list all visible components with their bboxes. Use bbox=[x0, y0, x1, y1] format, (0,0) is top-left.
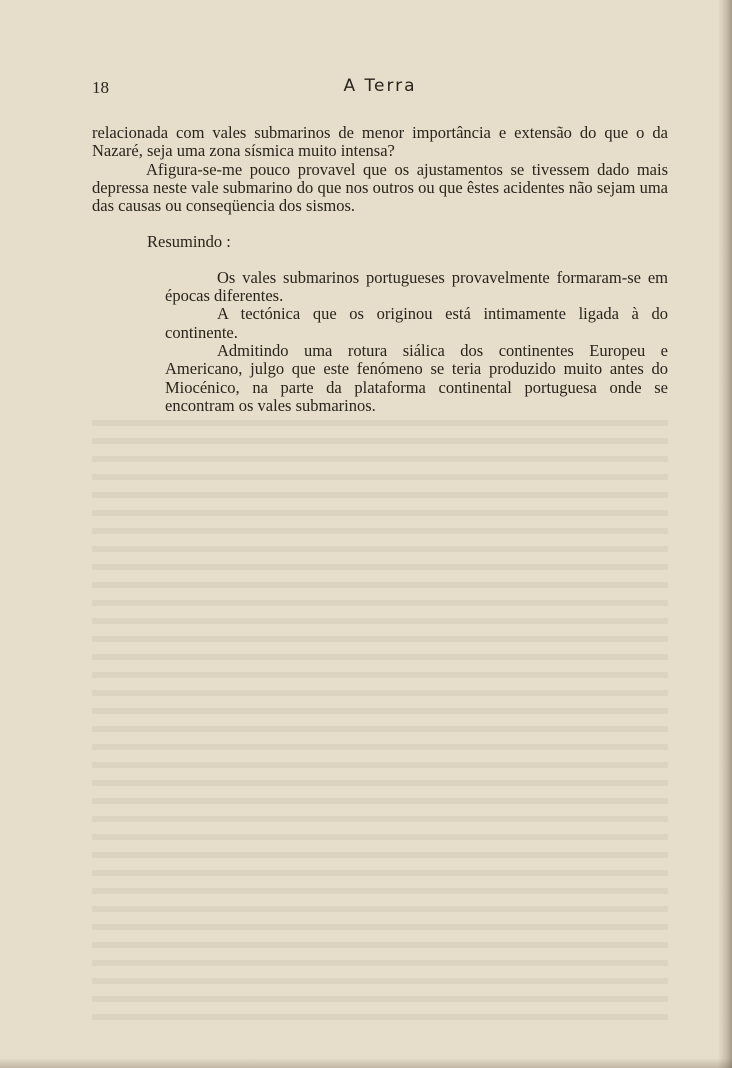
summary-paragraph: Admitindo uma rotura siálica dos continentes Europeu e Americano, julgo que este fenómeno se teria produzido muito antes do Miocénico, na parte da plataforma continental portuguesa onde se encontram os vales submarinos. bbox=[165, 340, 668, 415]
page-edge-shadow bbox=[718, 0, 732, 1068]
running-title: A Terra bbox=[343, 76, 417, 96]
page-body bbox=[92, 124, 668, 415]
summary-block bbox=[92, 269, 668, 415]
page-number: 18 bbox=[92, 78, 109, 97]
page-bottom-shadow bbox=[0, 1058, 732, 1068]
show-through-texture bbox=[92, 420, 668, 1020]
page-header bbox=[92, 76, 668, 100]
summary-paragraph: Os vales submarinos portugueses provavelmente formaram-se em épocas diferentes. bbox=[165, 267, 668, 306]
paragraph: Afigura-se-me pouco provavel que os ajustamentos se tivessem dado mais depressa neste vale submarino do que nos outros ou que êstes acidentes não sejam uma das causas ou conseqüencia dos sismos. bbox=[92, 159, 668, 216]
section-label: Resumindo : bbox=[147, 232, 231, 252]
paragraph: relacionada com vales submarinos de menor importância e extensão do que o da Nazaré, seja uma zona sísmica muito intensa? bbox=[92, 123, 668, 161]
summary-paragraph: A tectónica que os originou está intimamente ligada à do continente. bbox=[165, 304, 668, 342]
